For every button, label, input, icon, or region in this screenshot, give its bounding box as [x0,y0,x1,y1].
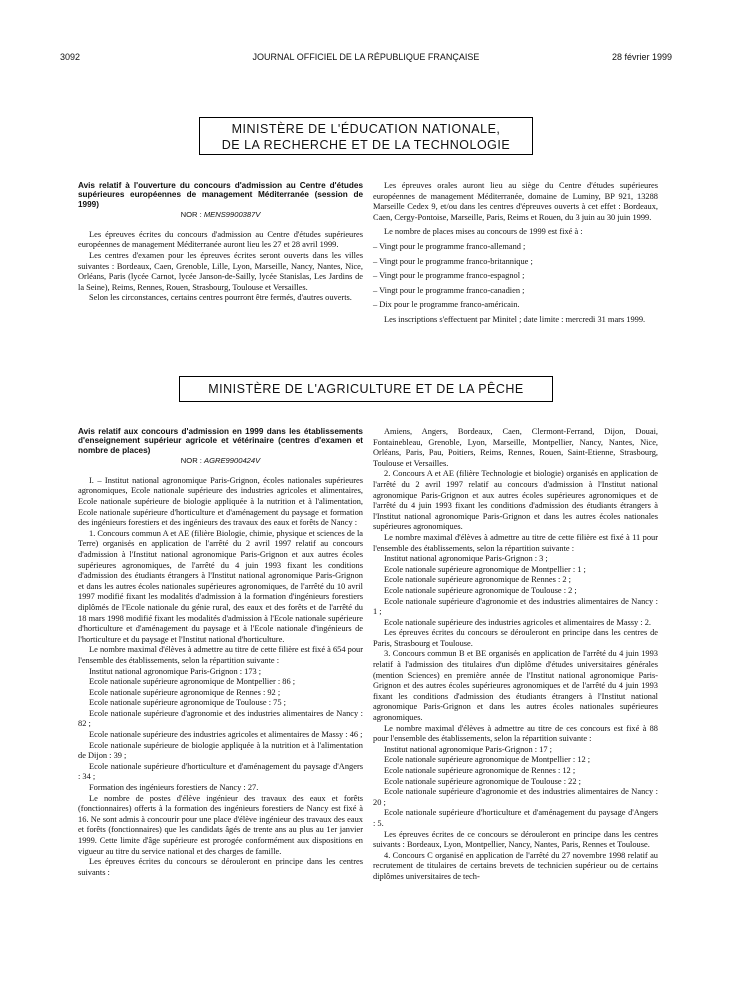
list-item: Ecole nationale supérieure agronomique de Rennes : 12 ; [384,766,576,775]
list-item: Formation des ingénieurs forestiers de Nancy : 27. [89,783,259,793]
paragraph: 3. Concours commun B et BE organisés en application de l'arrêté du 4 juin 1993 relatif à l'admission des titulaires d'un diplôme d'études universitaires générales (mention Sciences) en première année de l'Institut national agronomique Paris-Grignon et des autres écoles supérieures agronomiques et de l'arrêté du 4 juin 1993 fixant les conditions d'admission des étudiants étrangers à l'Institut national agronomique Paris-Grignon et dans les autres écoles nationales supérieures agronomiques. [373,649,658,723]
paragraph: Les épreuves écrites du concours se dérouleront en principe dans les centres de Paris, Strasbourg et Toulouse. [373,628,658,648]
list-item: Ecole nationale supérieure agronomique de Montpellier : 1 ; [384,564,586,574]
issue-date: 28 février 1999 [611,52,672,62]
paragraph: 2. Concours A et AE (filière Technologie et biologie) organisés en application de l'arrêté du 2 avril 1997 relatif au concours d'admission à l'Institut national agronomique Paris-Grignon et aux autres écoles supérieures agronomiques et de l'arrêté du 4 juin 1993 fixant les conditions d'admission des étudiants étrangers à l'Institut national agronomique Paris-Grignon et dans les autres écoles nationales supérieures agronomiques. [373,469,658,532]
list-item: Institut national agronomique Paris-Grignon : 173 ; [89,666,262,676]
nor-reference: NOR : MENS9900387V [180,210,261,220]
paragraph: Les épreuves orales auront lieu au siège du Centre d'études supérieures européennes de management Méditerranée, domaine de Luminy, BP 921, 13288 Marseille Cedex 9, et/ou dans les centres d'épreuves ouverts à cet effet : Bordeaux, Caen, Cergy-Pontoise, Marseille, Paris, Reims et Rouen, du 3 juin au 30 juin 1999. [373,181,658,222]
paragraph: Les inscriptions s'effectuent par Minitel ; date limite : mercredi 31 mars 1999. [384,314,646,324]
list-item: Ecole nationale supérieure d'agronomie et des industries alimentaires de Nancy : 1 ; [373,596,658,617]
list-item: Ecole nationale supérieure agronomique de Toulouse : 22 ; [384,776,581,786]
paragraph: Le nombre maximal d'élèves à admettre au titre de cette filière est fixé à 654 pour l'ensemble des établissements, selon la répartition suivante : [78,645,363,665]
list-item: – Dix pour le programme franco-américain. [373,300,520,310]
paragraph: Amiens, Angers, Bordeaux, Caen, Clermont-Ferrand, Dijon, Douai, Fontainebleau, Grenoble, Lyon, Marseille, Montpellier, Nancy, Nantes, Nice, Orléans, Paris, Pau, Poitiers, Reims, Rennes, Rouen, Saint-Etienne, Strasbourg, Toulouse et Versailles. [373,427,658,468]
paragraph: Le nombre maximal d'élèves à admettre au titre de ces concours est fixé à 88 pour l'ensemble des établissements, selon la répartition suivante : [373,723,658,744]
paragraph: Les épreuves écrites du concours se dérouleront en principe dans les centres suivants : [78,857,363,877]
list-item: Ecole nationale supérieure d'agronomie et des industries alimentaires de Nancy : 82 ; [78,708,363,729]
paragraph: Le nombre maximal d'élèves à admettre au titre de cette filière est fixé à 11 pour l'ensemble des établissements, selon la répartition suivante : [373,532,658,553]
ministry-heading-education [199,117,533,155]
list-item: – Vingt pour le programme franco-canadien ; [373,285,525,295]
list-item: Ecole nationale supérieure de biologie appliquée à la nutrition et à l'alimentation de Dijon : 39 ; [78,740,363,761]
ministry-heading-agriculture [179,376,553,402]
paragraph: Le nombre de places mises au concours de 1999 est fixé à : [384,227,583,237]
notice-title: Avis relatif aux concours d'admission en 1999 dans les établissements d'enseignement supérieur agricole et vétérinaire (centres d'examen et nombre de places) [78,427,363,455]
list-item: Ecole nationale supérieure d'agronomie et des industries alimentaires de Nancy : 20 ; [373,787,658,807]
ministry-line: DE LA RECHERCHE ET DE LA TECHNOLOGIE [221,138,511,152]
list-item: Ecole nationale supérieure agronomique de Rennes : 2 ; [384,575,571,585]
list-item: Ecole nationale supérieure agronomique de Montpellier : 86 ; [89,677,296,687]
avis1-right-column [373,181,658,326]
paragraph: Les épreuves écrites du concours d'admission au Centre d'études supérieures européennes de management Méditerranée auront lieu les 27 et 28 avril 1999. [78,229,363,250]
paragraph: 1. Concours commun A et AE (filière Biologie, chimie, physique et sciences de la Terre) organisés en application de l'arrêté du 2 avril 1997 relatif au concours d'admission à l'Institut national agronomique Paris-Grignon et aux autres écoles supérieures agronomiques, de l'arrêté du 4 juin 1993 fixant les conditions d'admission des étudiants étrangers à l'Institut national agronomique Paris-Grignon et dans les autres écoles nationales supérieures agronomiques, de l'arrêté du 10 avril 1997 modifié fixant les modalités d'admission à la formation d'ingénieurs forestiers diplômés de l'Ecole nationale du génie rural, des eaux et des forêts et de l'arrêté du 18 mars 1998 modifié fixant les modalités d'admission à l'Ecole nationale supérieure d'horticulture et d'aménagement du paysage et à l'Ecole nationale d'ingénieurs de l'horticulture et du paysage et l'Institut national d'horticulture. [78,528,363,644]
list-item: – Vingt pour le programme franco-britannique ; [373,256,533,266]
ministry-line: MINISTÈRE DE L'AGRICULTURE ET DE LA PÊCHE [208,382,524,396]
paragraph: Le nombre de postes d'élève ingénieur des travaux des eaux et forêts (fonctionnaires) offerts à la formation des ingénieurs forestiers de Nancy est fixé à 16. Ne sont admis à concourir pour une place d'élève ingénieur des travaux des eaux et forêts (fonctionnaires) que les candidats âgés de trente ans au plus au 1er janvier 1999. Cette limite d'âge supérieure est prorogée conformément aux dispositions en vigueur au titre du service national et des charges de famille. [78,793,363,856]
list-item: Ecole nationale supérieure agronomique de Toulouse : 2 ; [384,585,577,595]
paragraph: Les épreuves écrites de ce concours se dérouleront en principe dans les centres suivants : Bordeaux, Lyon, Montpellier, Nancy, Nantes, Paris, Rennes et Toulouse. [373,829,658,850]
page-number: 3092 [60,52,81,62]
journal-title: JOURNAL OFFICIEL DE LA RÉPUBLIQUE FRANÇAISE [252,52,480,62]
avis1-left-column [78,181,363,304]
list-item: Ecole nationale supérieure agronomique de Montpellier : 12 ; [384,755,591,765]
list-item: Ecole nationale supérieure agronomique de Toulouse : 75 ; [89,698,286,708]
nor-reference: NOR : AGRE9900424V [180,456,261,466]
ministry-line: MINISTÈRE DE L'ÉDUCATION NATIONALE, [231,122,501,136]
list-item: – Vingt pour le programme franco-allemand ; [373,241,526,251]
list-item: Ecole nationale supérieure des industries agricoles et alimentaires de Massy : 46 ; [89,730,363,740]
list-item: Ecole nationale supérieure agronomique de Rennes : 92 ; [89,687,281,697]
list-item: Ecole nationale supérieure d'horticulture et d'aménagement du paysage d'Angers : 5. [373,808,658,828]
list-item: – Vingt pour le programme franco-espagnol ; [373,271,525,281]
list-item: Ecole nationale supérieure d'horticulture et d'aménagement du paysage d'Angers : 34 ; [78,761,363,782]
notice-title: Avis relatif à l'ouverture du concours d'admission au Centre d'études supérieures européennes de management Méditerranée (session de 1999) [78,181,363,209]
paragraph: I. – Institut national agronomique Paris-Grignon, écoles nationales supérieures agronomiques, Ecole nationale supérieure des industries agricoles et alimentaires, Ecole nationale supérieure de biologie appliquée à la nutrition et à l'alimentation, Ecole nationale supérieure d'horticulture et d'aménagement du paysage et formation des ingénieurs forestiers et des ingénieurs des travaux des eaux et forêts de Nancy : [78,475,363,528]
list-item: Institut national agronomique Paris-Grignon : 3 ; [384,554,548,564]
list-item: Ecole nationale supérieure des industries agricoles et alimentaires de Massy : 2. [384,617,651,627]
list-item: Institut national agronomique Paris-Grignon : 17 ; [384,744,552,754]
paragraph: 4. Concours C organisé en application de l'arrêté du 27 novembre 1998 relatif au recrutement de titulaires de certains brevets de technicien supérieur ou de certains diplômes universitaires de tech- [373,850,658,881]
avis2-right-column [373,427,658,883]
paragraph: Selon les circonstances, certains centres pourront être fermés, d'autres ouverts. [89,293,352,303]
avis2-left-column [78,427,363,878]
paragraph: Les centres d'examen pour les épreuves écrites seront ouverts dans les villes suivantes : Bordeaux, Caen, Grenoble, Lille, Lyon, Marseille, Nancy, Nantes, Nice, Orléans, Paris (lycée Carnot, lycée Janson-de-Sailly, lycée Stanislas, Les Jardins de la Seine), Reims, Rennes, Rouen, Strasbourg, Toulouse et Versailles. [78,251,363,292]
